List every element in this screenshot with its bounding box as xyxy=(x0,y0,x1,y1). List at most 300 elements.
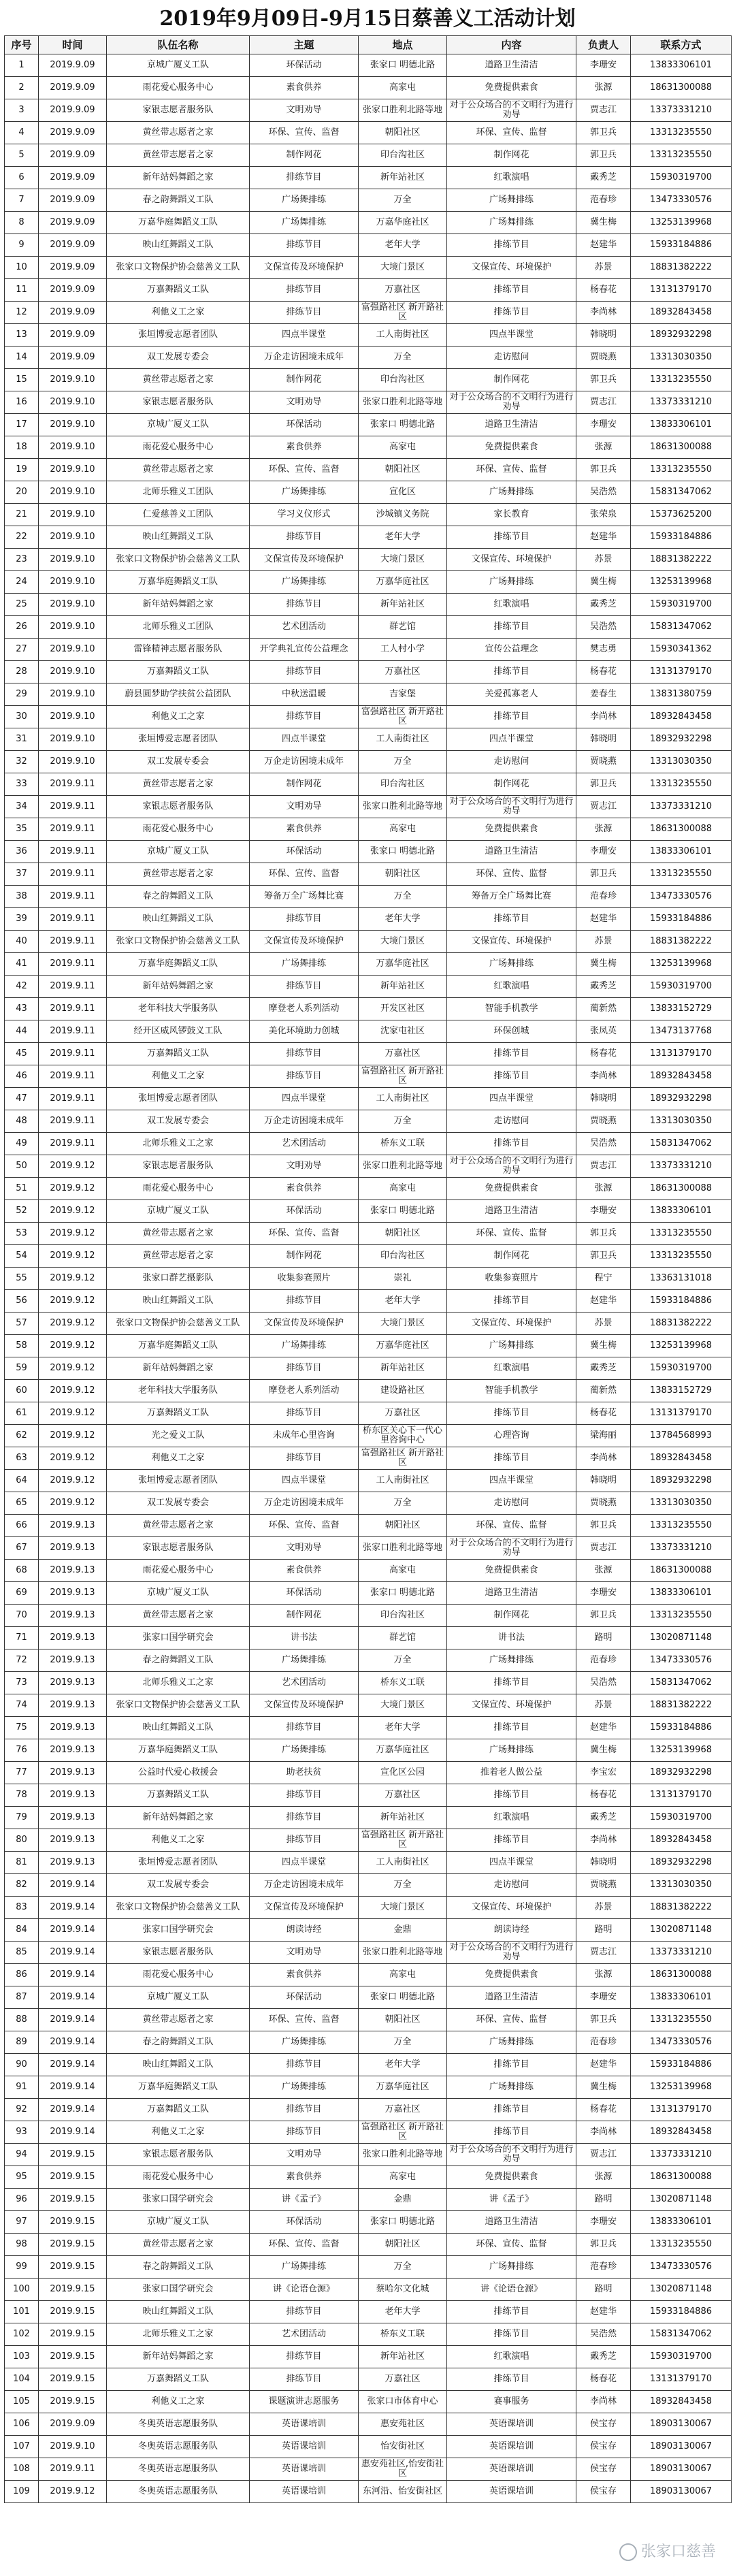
cell-content: 排练节目 xyxy=(447,1043,576,1065)
table-row xyxy=(5,773,732,796)
cell-date: 2019.9.09 xyxy=(39,279,107,302)
cell-content: 四点半课堂 xyxy=(447,1852,576,1874)
cell-date: 2019.9.15 xyxy=(39,2368,107,2391)
cell-content: 英语课培训 xyxy=(447,2413,576,2436)
table-row xyxy=(5,2099,732,2121)
cell-content: 筹备万全广场舞比赛 xyxy=(447,886,576,908)
cell-phone: 18831382222 xyxy=(631,1897,732,1919)
cell-place: 张家口胜利北路等地 xyxy=(359,1537,447,1560)
cell-team: 北师乐雅义工之家 xyxy=(107,2323,250,2346)
cell-person: 范春珍 xyxy=(576,189,631,212)
cell-theme: 排练节目 xyxy=(250,279,359,302)
cell-index: 15 xyxy=(5,369,39,391)
table-row xyxy=(5,1874,732,1897)
cell-theme: 排练节目 xyxy=(250,167,359,189)
cell-person: 李尚林 xyxy=(576,2121,631,2144)
cell-theme: 艺术团活动 xyxy=(250,1672,359,1694)
cell-theme: 广场舞排练 xyxy=(250,2076,359,2099)
cell-person: 杨春花 xyxy=(576,1402,631,1425)
cell-date: 2019.9.14 xyxy=(39,1986,107,2009)
cell-phone: 15933184886 xyxy=(631,526,732,549)
cell-phone: 13131379170 xyxy=(631,279,732,302)
cell-theme: 文明劝导 xyxy=(250,99,359,122)
table-row xyxy=(5,1649,732,1672)
cell-content: 宣传公益理念 xyxy=(447,639,576,661)
cell-date: 2019.9.12 xyxy=(39,1245,107,1268)
cell-theme: 素食供养 xyxy=(250,1560,359,1582)
cell-phone: 13833306101 xyxy=(631,2211,732,2234)
cell-date: 2019.9.12 xyxy=(39,1492,107,1515)
cell-phone: 13313235550 xyxy=(631,2234,732,2256)
cell-theme: 万企走访困境未成年 xyxy=(250,1110,359,1133)
cell-team: 双工发展专委会 xyxy=(107,1874,250,1897)
cell-content: 对于公众场合的不文明行为进行劝导 xyxy=(447,2144,576,2166)
cell-phone: 13020871148 xyxy=(631,1627,732,1649)
cell-person: 冀生梅 xyxy=(576,571,631,594)
cell-date: 2019.9.11 xyxy=(39,1110,107,1133)
cell-index: 47 xyxy=(5,1088,39,1110)
cell-person: 苏景 xyxy=(576,549,631,571)
cell-date: 2019.9.10 xyxy=(39,369,107,391)
cell-theme: 环保活动 xyxy=(250,54,359,77)
cell-date: 2019.9.11 xyxy=(39,1133,107,1155)
activity-table xyxy=(4,35,732,2503)
cell-date: 2019.9.15 xyxy=(39,2234,107,2256)
cell-content: 英语课培训 xyxy=(447,2436,576,2458)
cell-person: 蔺新然 xyxy=(576,1380,631,1402)
table-row xyxy=(5,1110,732,1133)
cell-place: 大境门景区 xyxy=(359,1897,447,1919)
cell-theme: 素食供养 xyxy=(250,77,359,99)
cell-person: 樊志勇 xyxy=(576,639,631,661)
cell-index: 38 xyxy=(5,886,39,908)
cell-date: 2019.9.12 xyxy=(39,1402,107,1425)
cell-index: 76 xyxy=(5,1739,39,1762)
table-row xyxy=(5,1964,732,1986)
table-row xyxy=(5,2031,732,2054)
table-row xyxy=(5,1245,732,1268)
cell-theme: 排练节目 xyxy=(250,2301,359,2323)
cell-theme: 开学典礼宣传公益理念 xyxy=(250,639,359,661)
cell-team: 万嘉华庭舞蹈义工队 xyxy=(107,212,250,234)
cell-person: 杨春花 xyxy=(576,661,631,683)
cell-place: 金鼎 xyxy=(359,2189,447,2211)
table-row xyxy=(5,1807,732,1829)
cell-phone: 15831347062 xyxy=(631,1133,732,1155)
cell-content: 广场舞排练 xyxy=(447,481,576,504)
cell-content: 排练节目 xyxy=(447,234,576,257)
cell-place: 新年站社区 xyxy=(359,167,447,189)
table-row xyxy=(5,1537,732,1560)
cell-index: 94 xyxy=(5,2144,39,2166)
cell-content: 环保、宣传、监督 xyxy=(447,2234,576,2256)
cell-team: 利他义工之家 xyxy=(107,1447,250,1470)
cell-phone: 13131379170 xyxy=(631,1784,732,1807)
cell-theme: 排练节目 xyxy=(250,2121,359,2144)
cell-index: 77 xyxy=(5,1762,39,1784)
cell-index: 56 xyxy=(5,1290,39,1313)
cell-date: 2019.9.10 xyxy=(39,571,107,594)
cell-date: 2019.9.13 xyxy=(39,1717,107,1739)
table-row xyxy=(5,302,732,324)
table-row xyxy=(5,1290,732,1313)
cell-team: 蔚县圆梦助学扶贫公益团队 xyxy=(107,683,250,706)
cell-team: 北师乐雅义工团队 xyxy=(107,481,250,504)
cell-person: 韩晓明 xyxy=(576,1088,631,1110)
cell-content: 排练节目 xyxy=(447,706,576,728)
cell-theme: 艺术团活动 xyxy=(250,616,359,639)
cell-phone: 13313030350 xyxy=(631,347,732,369)
cell-date: 2019.9.14 xyxy=(39,1919,107,1942)
cell-index: 31 xyxy=(5,728,39,751)
cell-place: 工人南街社区 xyxy=(359,1088,447,1110)
cell-team: 春之韵舞蹈义工队 xyxy=(107,2031,250,2054)
cell-person: 赵建华 xyxy=(576,2054,631,2076)
cell-place: 桥东义工联 xyxy=(359,1133,447,1155)
header-place: 地点 xyxy=(359,36,447,54)
cell-theme: 文保宣传及环境保护 xyxy=(250,931,359,953)
cell-index: 64 xyxy=(5,1470,39,1492)
cell-theme: 环保、宣传、监督 xyxy=(250,1515,359,1537)
cell-person: 贾志江 xyxy=(576,99,631,122)
cell-place: 高家屯 xyxy=(359,1560,447,1582)
cell-person: 冀生梅 xyxy=(576,1335,631,1357)
cell-date: 2019.9.11 xyxy=(39,841,107,863)
cell-team: 家银志愿者服务队 xyxy=(107,2144,250,2166)
cell-theme: 广场舞排练 xyxy=(250,481,359,504)
cell-person: 吴浩然 xyxy=(576,481,631,504)
cell-theme: 排练节目 xyxy=(250,2346,359,2368)
cell-date: 2019.9.15 xyxy=(39,2323,107,2346)
cell-index: 71 xyxy=(5,1627,39,1649)
cell-phone: 13313235550 xyxy=(631,1515,732,1537)
table-row xyxy=(5,1133,732,1155)
cell-date: 2019.9.14 xyxy=(39,2121,107,2144)
cell-place: 张家口胜利北路等地 xyxy=(359,2144,447,2166)
cell-person: 吴浩然 xyxy=(576,1672,631,1694)
cell-theme: 环保活动 xyxy=(250,414,359,436)
table-row xyxy=(5,931,732,953)
cell-theme: 摩登老人系列活动 xyxy=(250,998,359,1020)
cell-date: 2019.9.11 xyxy=(39,931,107,953)
cell-content: 广场舞排练 xyxy=(447,1739,576,1762)
cell-content: 排练节目 xyxy=(447,2301,576,2323)
cell-index: 5 xyxy=(5,144,39,167)
cell-content: 走访慰问 xyxy=(447,1110,576,1133)
cell-index: 9 xyxy=(5,234,39,257)
cell-date: 2019.9.13 xyxy=(39,1515,107,1537)
cell-theme: 制作网花 xyxy=(250,773,359,796)
cell-person: 郭卫兵 xyxy=(576,1223,631,1245)
cell-team: 张家口文物保护协会慈善义工队 xyxy=(107,257,250,279)
cell-content: 广场舞排练 xyxy=(447,212,576,234)
table-row xyxy=(5,279,732,302)
cell-theme: 四点半课堂 xyxy=(250,1470,359,1492)
table-row xyxy=(5,2458,732,2481)
cell-phone: 18831382222 xyxy=(631,931,732,953)
cell-theme: 排练节目 xyxy=(250,1402,359,1425)
cell-theme: 排练节目 xyxy=(250,1717,359,1739)
cell-team: 万嘉舞蹈义工队 xyxy=(107,2368,250,2391)
cell-date: 2019.9.12 xyxy=(39,1357,107,1380)
cell-date: 2019.9.15 xyxy=(39,2346,107,2368)
cell-team: 黄丝带志愿者之家 xyxy=(107,2234,250,2256)
cell-content: 环保、宣传、监督 xyxy=(447,459,576,481)
table-row xyxy=(5,2076,732,2099)
cell-index: 2 xyxy=(5,77,39,99)
cell-place: 万嘉华庭社区 xyxy=(359,1739,447,1762)
table-row xyxy=(5,1223,732,1245)
cell-phone: 18932843458 xyxy=(631,1065,732,1088)
cell-place: 朝阳社区 xyxy=(359,863,447,886)
table-row xyxy=(5,2368,732,2391)
cell-index: 66 xyxy=(5,1515,39,1537)
cell-place: 万全 xyxy=(359,1110,447,1133)
cell-index: 6 xyxy=(5,167,39,189)
table-row xyxy=(5,459,732,481)
cell-phone: 13313235550 xyxy=(631,863,732,886)
cell-place: 万嘉社区 xyxy=(359,661,447,683)
cell-phone: 15831347062 xyxy=(631,1672,732,1694)
cell-date: 2019.9.12 xyxy=(39,2481,107,2503)
table-row xyxy=(5,2054,732,2076)
cell-person: 张源 xyxy=(576,1964,631,1986)
cell-person: 冀生梅 xyxy=(576,1739,631,1762)
cell-index: 45 xyxy=(5,1043,39,1065)
header-date: 时间 xyxy=(39,36,107,54)
cell-theme: 排练节目 xyxy=(250,302,359,324)
table-row xyxy=(5,99,732,122)
cell-team: 利他义工之家 xyxy=(107,2121,250,2144)
table-row xyxy=(5,998,732,1020)
cell-content: 英语课培训 xyxy=(447,2458,576,2481)
cell-phone: 13020871148 xyxy=(631,2279,732,2301)
watermark-text: 张家口慈善 xyxy=(640,2543,716,2560)
cell-place: 群艺馆 xyxy=(359,616,447,639)
table-row xyxy=(5,2144,732,2166)
cell-person: 张源 xyxy=(576,2166,631,2189)
cell-person: 冀生梅 xyxy=(576,2076,631,2099)
page-title: 2019年9月09日-9月15日蔡善义工活动计划 xyxy=(159,7,576,31)
cell-index: 13 xyxy=(5,324,39,347)
cell-team: 张垣博爱志愿者团队 xyxy=(107,1088,250,1110)
cell-date: 2019.9.10 xyxy=(39,706,107,728)
cell-date: 2019.9.11 xyxy=(39,818,107,841)
cell-phone: 15933184886 xyxy=(631,1290,732,1313)
cell-person: 苏景 xyxy=(576,1313,631,1335)
cell-place: 工人南街社区 xyxy=(359,1470,447,1492)
cell-team: 利他义工之家 xyxy=(107,2391,250,2413)
cell-place: 大境门景区 xyxy=(359,931,447,953)
cell-team: 张家口国学研究会 xyxy=(107,1627,250,1649)
cell-date: 2019.9.12 xyxy=(39,1447,107,1470)
cell-content: 环保、宣传、监督 xyxy=(447,1515,576,1537)
cell-phone: 13253139968 xyxy=(631,2076,732,2099)
cell-content: 免费提供素食 xyxy=(447,818,576,841)
cell-person: 李珊安 xyxy=(576,2211,631,2234)
cell-theme: 环保活动 xyxy=(250,841,359,863)
table-row xyxy=(5,683,732,706)
cell-place: 大境门景区 xyxy=(359,1694,447,1717)
cell-index: 65 xyxy=(5,1492,39,1515)
cell-person: 张源 xyxy=(576,1178,631,1200)
cell-team: 万嘉舞蹈义工队 xyxy=(107,279,250,302)
table-row xyxy=(5,1492,732,1515)
cell-date: 2019.9.11 xyxy=(39,1088,107,1110)
cell-date: 2019.9.13 xyxy=(39,1852,107,1874)
cell-date: 2019.9.10 xyxy=(39,549,107,571)
cell-place: 富强路社区 新开路社区 xyxy=(359,302,447,324)
cell-person: 范春珍 xyxy=(576,2256,631,2279)
cell-person: 郭卫兵 xyxy=(576,2234,631,2256)
cell-theme: 助老扶贫 xyxy=(250,1762,359,1784)
cell-person: 贾晓燕 xyxy=(576,1110,631,1133)
cell-phone: 18932932298 xyxy=(631,728,732,751)
cell-place: 印台沟社区 xyxy=(359,1245,447,1268)
table-row xyxy=(5,1672,732,1694)
cell-content: 排练节目 xyxy=(447,1290,576,1313)
cell-index: 19 xyxy=(5,459,39,481)
cell-date: 2019.9.14 xyxy=(39,1942,107,1964)
cell-theme: 艺术团活动 xyxy=(250,1133,359,1155)
cell-content: 制作网花 xyxy=(447,1245,576,1268)
cell-phone: 13131379170 xyxy=(631,2099,732,2121)
table-row xyxy=(5,751,732,773)
table-row xyxy=(5,1942,732,1964)
cell-content: 赛事服务 xyxy=(447,2391,576,2413)
cell-person: 吴浩然 xyxy=(576,2323,631,2346)
cell-phone: 13131379170 xyxy=(631,1402,732,1425)
cell-theme: 制作网花 xyxy=(250,369,359,391)
cell-person: 李尚林 xyxy=(576,2391,631,2413)
cell-index: 3 xyxy=(5,99,39,122)
cell-place: 万嘉社区 xyxy=(359,2368,447,2391)
table-row xyxy=(5,1986,732,2009)
header-phone: 联系方式 xyxy=(631,36,732,54)
cell-phone: 15930319700 xyxy=(631,2346,732,2368)
cell-place: 万嘉社区 xyxy=(359,2099,447,2121)
cell-team: 黄丝带志愿者之家 xyxy=(107,1605,250,1627)
cell-person: 张荣泉 xyxy=(576,504,631,526)
cell-place: 工人村小学 xyxy=(359,639,447,661)
cell-content: 广场舞排练 xyxy=(447,1649,576,1672)
cell-date: 2019.9.09 xyxy=(39,2413,107,2436)
cell-content: 排练节目 xyxy=(447,302,576,324)
cell-phone: 13363131018 xyxy=(631,1268,732,1290)
cell-place: 朝阳社区 xyxy=(359,1223,447,1245)
cell-theme: 排练节目 xyxy=(250,976,359,998)
table-row xyxy=(5,841,732,863)
cell-index: 75 xyxy=(5,1717,39,1739)
cell-phone: 13373331210 xyxy=(631,2144,732,2166)
cell-team: 利他义工之家 xyxy=(107,1065,250,1088)
cell-theme: 万企走访困境未成年 xyxy=(250,347,359,369)
cell-phone: 13313235550 xyxy=(631,122,732,144)
cell-place: 怡安街社区 xyxy=(359,2436,447,2458)
cell-phone: 13313030350 xyxy=(631,751,732,773)
cell-date: 2019.9.09 xyxy=(39,122,107,144)
table-row xyxy=(5,1335,732,1357)
cell-index: 55 xyxy=(5,1268,39,1290)
cell-place: 老年大学 xyxy=(359,526,447,549)
cell-index: 61 xyxy=(5,1402,39,1425)
cell-content: 文保宣传、环境保护 xyxy=(447,549,576,571)
cell-person: 苏景 xyxy=(576,257,631,279)
cell-place: 老年大学 xyxy=(359,2301,447,2323)
cell-person: 韩晓明 xyxy=(576,1470,631,1492)
cell-place: 张家口 明德北路 xyxy=(359,1986,447,2009)
cell-date: 2019.9.09 xyxy=(39,54,107,77)
cell-theme: 排练节目 xyxy=(250,1829,359,1852)
cell-person: 范春珍 xyxy=(576,1649,631,1672)
cell-date: 2019.9.09 xyxy=(39,144,107,167)
cell-place: 开发区社区 xyxy=(359,998,447,1020)
cell-place: 张家口 明德北路 xyxy=(359,841,447,863)
cell-person: 杨春花 xyxy=(576,279,631,302)
cell-index: 26 xyxy=(5,616,39,639)
table-row xyxy=(5,1313,732,1335)
cell-place: 金鼎 xyxy=(359,1919,447,1942)
cell-theme: 广场舞排练 xyxy=(250,1739,359,1762)
cell-index: 100 xyxy=(5,2279,39,2301)
cell-team: 冬奥英语志愿服务队 xyxy=(107,2481,250,2503)
cell-phone: 13833152729 xyxy=(631,998,732,1020)
cell-content: 排练节目 xyxy=(447,2054,576,2076)
table-body xyxy=(5,54,732,2503)
cell-place: 高家屯 xyxy=(359,1964,447,1986)
cell-team: 新年站妈舞蹈之家 xyxy=(107,1807,250,1829)
cell-theme: 四点半课堂 xyxy=(250,1088,359,1110)
cell-team: 张垣博爱志愿者团队 xyxy=(107,324,250,347)
cell-person: 张源 xyxy=(576,77,631,99)
cell-person: 郭卫兵 xyxy=(576,773,631,796)
cell-theme: 广场舞排练 xyxy=(250,571,359,594)
cell-phone: 13313235550 xyxy=(631,369,732,391)
cell-index: 20 xyxy=(5,481,39,504)
table-row xyxy=(5,2301,732,2323)
cell-content: 红歌演唱 xyxy=(447,2346,576,2368)
cell-place: 万全 xyxy=(359,751,447,773)
cell-phone: 18903130067 xyxy=(631,2481,732,2503)
cell-index: 41 xyxy=(5,953,39,976)
cell-team: 利他义工之家 xyxy=(107,1829,250,1852)
cell-person: 戴秀芝 xyxy=(576,1807,631,1829)
cell-phone: 13313235550 xyxy=(631,1605,732,1627)
cell-index: 25 xyxy=(5,594,39,616)
cell-phone: 13473330576 xyxy=(631,2256,732,2279)
cell-place: 印台沟社区 xyxy=(359,369,447,391)
cell-content: 免费提供素食 xyxy=(447,77,576,99)
cell-place: 朝阳社区 xyxy=(359,2234,447,2256)
cell-person: 贾晓燕 xyxy=(576,1874,631,1897)
cell-index: 46 xyxy=(5,1065,39,1088)
table-row xyxy=(5,1582,732,1605)
cell-person: 戴秀芝 xyxy=(576,167,631,189)
cell-place: 高家屯 xyxy=(359,1178,447,1200)
cell-index: 50 xyxy=(5,1155,39,1178)
cell-theme: 素食供养 xyxy=(250,2166,359,2189)
cell-person: 贾志江 xyxy=(576,1537,631,1560)
table-row xyxy=(5,1380,732,1402)
table-row xyxy=(5,1852,732,1874)
cell-date: 2019.9.10 xyxy=(39,594,107,616)
cell-person: 戴秀芝 xyxy=(576,2346,631,2368)
cell-content: 走访慰问 xyxy=(447,1874,576,1897)
cell-phone: 13473330576 xyxy=(631,189,732,212)
cell-theme: 朗读诗经 xyxy=(250,1919,359,1942)
cell-person: 李珊安 xyxy=(576,54,631,77)
cell-date: 2019.9.10 xyxy=(39,504,107,526)
